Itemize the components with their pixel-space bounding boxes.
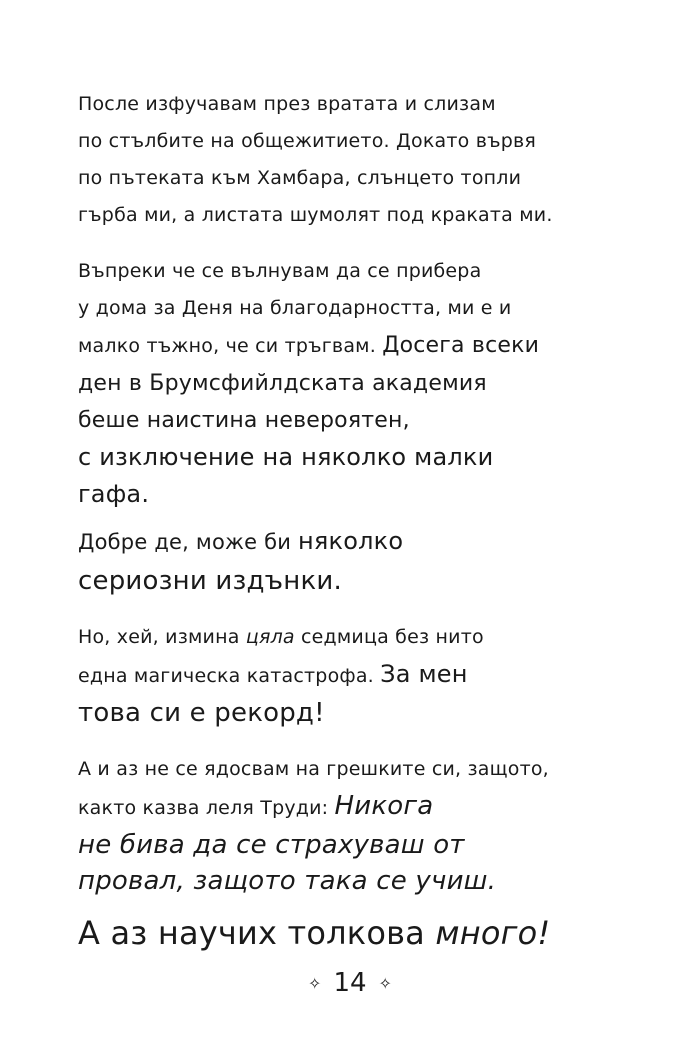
- text-segment: една магическа катастрофа.: [78, 665, 374, 687]
- text-line: [78, 327, 658, 365]
- text-line: После изфучавам през вратата и слизам: [78, 93, 496, 115]
- text-segment: седмица без нито: [301, 626, 484, 648]
- text-line: ден в Брумсфийлдската академия: [78, 371, 487, 396]
- paragraph-2: [78, 253, 658, 513]
- page-number: [0, 968, 700, 999]
- text-line: с изключение на няколко малки: [78, 443, 494, 471]
- paragraph-3: [78, 520, 658, 599]
- text-line: [78, 788, 658, 827]
- text-line: А и аз не се ядосвам на грешките си, защото,: [78, 758, 549, 780]
- text-segment: А аз научих толкова: [78, 914, 425, 952]
- text-segment-emphasis: няколко: [298, 527, 404, 555]
- text-segment: Но, хей, измина: [78, 626, 240, 648]
- text-line: [78, 520, 658, 563]
- text-line: това си е рекорд!: [78, 698, 325, 728]
- text-line: по стълбите на общежитието. Докато вървя: [78, 130, 537, 152]
- paragraph-6: [78, 913, 658, 953]
- text-line: [78, 619, 658, 656]
- text-segment-italic: цяла: [245, 626, 295, 648]
- text-segment-italic: много!: [435, 914, 551, 952]
- paragraph-4: [78, 619, 658, 731]
- paragraph-1: [78, 86, 658, 234]
- text-line: Въпреки че се вълнувам да се прибера: [78, 260, 482, 282]
- text-segment: както казва леля Труди:: [78, 797, 329, 819]
- text-line: беше наистина невероятен,: [78, 408, 410, 433]
- sparkle-icon: ✧: [308, 973, 322, 993]
- text-line: сериозни издънки.: [78, 566, 342, 596]
- text-line: [78, 656, 658, 695]
- text-line: гафа.: [78, 480, 150, 508]
- text-segment-emphasis: Досега всеки: [382, 333, 540, 358]
- text-line-italic: не бива да се страхуваш от: [78, 830, 465, 860]
- text-segment-italic: Никога: [334, 791, 434, 821]
- text-segment-emphasis: За мен: [380, 660, 468, 688]
- text-line-italic: провал, защото така се учиш.: [78, 866, 497, 896]
- text-line: по пътеката към Хамбара, слънцето топли: [78, 167, 522, 189]
- text-line: [78, 913, 658, 953]
- text-line: у дома за Деня на благодарността, ми е и: [78, 297, 512, 319]
- text-segment: Добре де, може би: [78, 530, 292, 554]
- page-number-value: 14: [333, 968, 367, 998]
- text-line: гърба ми, а листата шумолят под краката ми.: [78, 204, 553, 226]
- text-segment: малко тъжно, че си тръгвам.: [78, 335, 376, 357]
- paragraph-5: [78, 751, 658, 899]
- sparkle-icon: ✧: [378, 973, 392, 993]
